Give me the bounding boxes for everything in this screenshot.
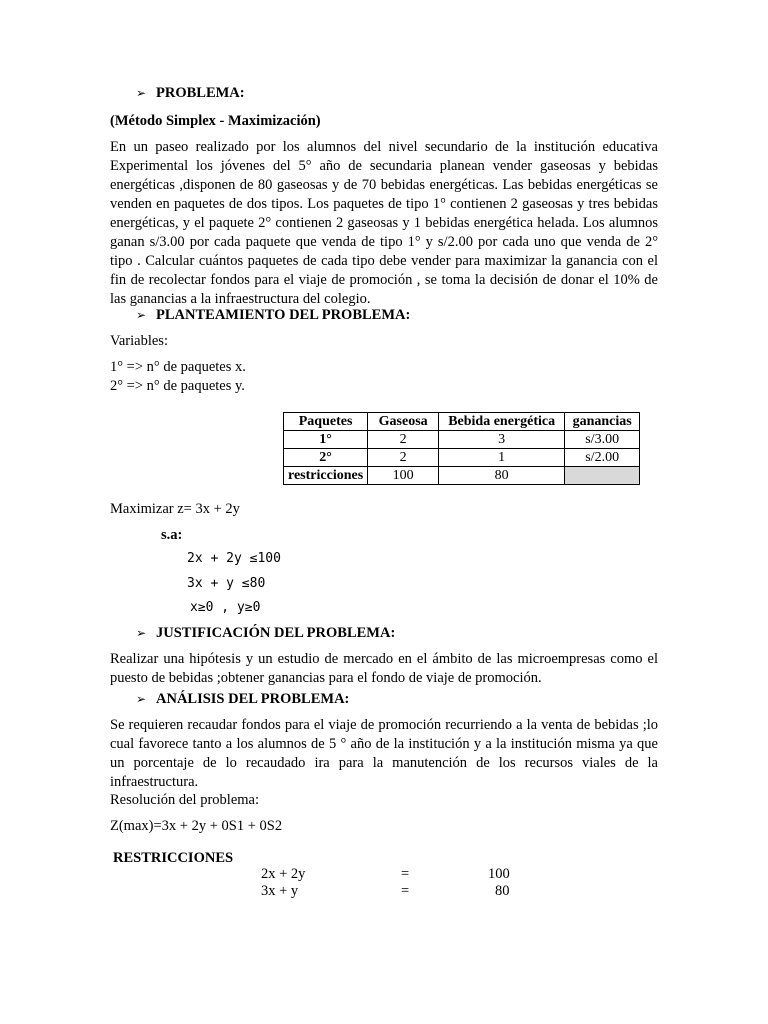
bullet-arrow-icon: ➢	[136, 308, 147, 322]
restriccion-1-lhs: 2x + 2y	[261, 866, 306, 882]
variables-label: Variables:	[110, 333, 168, 349]
table-cell: 2°	[284, 449, 368, 467]
table-row	[284, 431, 640, 449]
restriccion-1-eq: =	[401, 866, 410, 882]
table-cell: 3	[439, 431, 565, 449]
table-cell: 2	[368, 449, 439, 467]
objective-function: Maximizar z= 3x + 2y	[110, 501, 240, 517]
bullet-arrow-icon: ➢	[136, 626, 147, 640]
table-header-row	[284, 413, 640, 431]
table-cell: s/2.00	[565, 449, 640, 467]
table-cell: 1°	[284, 431, 368, 449]
variable-x: 1° => n° de paquetes x.	[110, 359, 246, 375]
zmax-equation: Z(max)=3x + 2y + 0S1 + 0S2	[110, 818, 283, 834]
table-header: ganancias	[565, 413, 640, 431]
table-cell: 100	[368, 467, 439, 485]
table-cell-empty	[565, 467, 640, 485]
heading-analisis: ANÁLISIS DEL PROBLEMA:	[156, 691, 350, 707]
restriccion-2-lhs: 3x + y	[261, 883, 299, 899]
heading-planteamiento: PLANTEAMIENTO DEL PROBLEMA:	[156, 307, 411, 323]
resolucion-label: Resolución del problema:	[110, 792, 259, 808]
table-row	[284, 467, 640, 485]
heading-metodo: (Método Simplex - Maximización)	[110, 113, 321, 129]
restriccion-2-rhs: 80	[495, 883, 510, 899]
restriccion-1-rhs: 100	[488, 866, 510, 882]
heading-justificacion: JUSTIFICACIÓN DEL PROBLEMA:	[156, 625, 396, 641]
problem-paragraph: En un paseo realizado por los alumnos del nivel secundario de la institución educativa Experimental los jóvenes del 5° año de secundaria planean vender gaseosas y bebidas energéticas ,disponen de 80 gaseosas y de 70 bebidas energéticas. Las bebidas energéticas se venden en paquetes de dos tipos. Los paquetes de tipo 1° contienen 2 gaseosas y tres bebidas energéticas, y el paquete 2° contienen 2 gaseosas y 1 bebidas energética helada. Los alumnos ganan s/3.00 por cada paquete que venda de tipo 1° y s/2.00 por cada uno que venda de 2° tipo . Calcular cuántos paquetes de cada tipo debe vender para maximizar la ganancia con el fin de recolectar fondos para el viaje de promoción , se toma la decisión de donar el 10% de las ganancias a la infraestructura del colegio.	[110, 139, 658, 307]
constraint-nonneg: x≥0 , y≥0	[190, 600, 261, 615]
constraint-1: 2x + 2y ≤100	[187, 551, 281, 566]
table-row	[284, 449, 640, 467]
bullet-arrow-icon: ➢	[136, 86, 147, 100]
table-cell: restricciones	[284, 467, 368, 485]
bullet-arrow-icon: ➢	[136, 692, 147, 706]
analisis-paragraph: Se requieren recaudar fondos para el viaje de promoción recurriendo a la venta de bebidas ;lo cual favorece tanto a los alumnos de 5 ° año de la institución y a la institución misma ya que un porcentaje de lo recaudado ira para la manutención de los recursos viales de la infraestructura.	[110, 717, 658, 790]
table-cell: 80	[439, 467, 565, 485]
table-cell: 2	[368, 431, 439, 449]
restriccion-2-eq: =	[401, 883, 410, 899]
data-table	[283, 412, 640, 485]
table-cell: s/3.00	[565, 431, 640, 449]
table-cell: 1	[439, 449, 565, 467]
heading-problema: PROBLEMA:	[156, 85, 245, 101]
justificacion-paragraph: Realizar una hipótesis y un estudio de mercado en el ámbito de las microempresas como el puesto de bebidas ;obtener ganancias para el fondo de viaje de promoción.	[110, 651, 658, 686]
variable-y: 2° => n° de paquetes y.	[110, 378, 245, 394]
subject-to-label: s.a:	[161, 527, 183, 543]
constraint-2: 3x + y ≤80	[187, 576, 266, 591]
restricciones-label: RESTRICCIONES	[113, 850, 234, 866]
table-header: Paquetes	[284, 413, 368, 431]
table-header: Bebida energética	[439, 413, 565, 431]
table-header: Gaseosa	[368, 413, 439, 431]
